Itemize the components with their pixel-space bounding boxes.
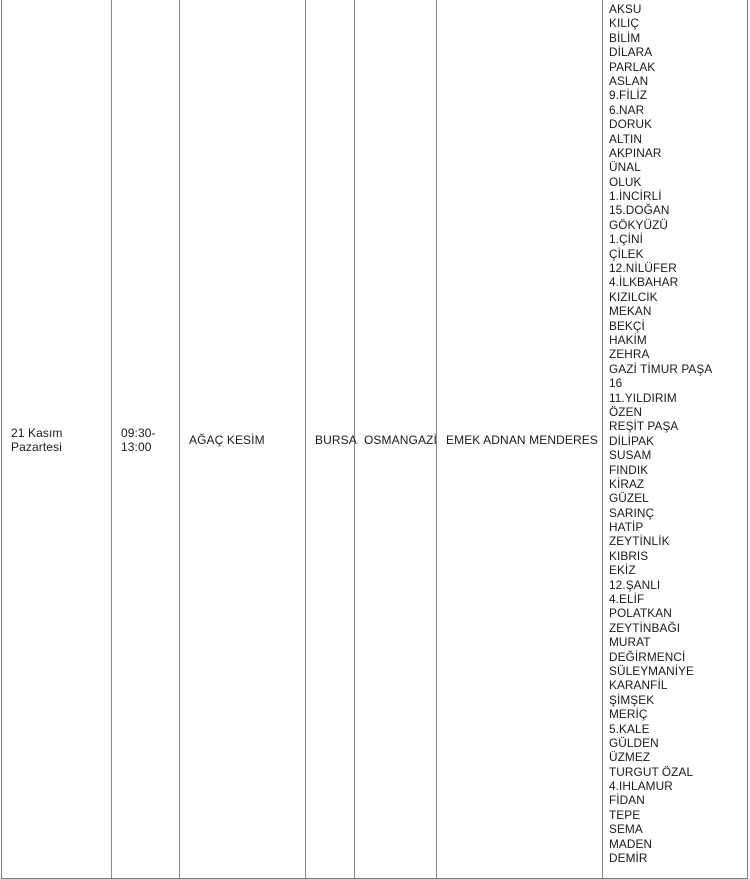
street-item: PARLAK xyxy=(609,59,656,74)
street-item: 16 xyxy=(609,376,623,391)
street-item: ZEYTİNBAĞI xyxy=(609,620,681,635)
street-item: KIZILCIK xyxy=(609,289,658,304)
street-item: SARINÇ xyxy=(609,505,655,520)
street-item: 11.YILDIRIM xyxy=(609,390,677,405)
street-item: FINDIK xyxy=(609,462,649,477)
date-cell xyxy=(11,426,63,455)
street-item: AKSU xyxy=(609,2,642,16)
street-item: MERİÇ xyxy=(609,707,648,722)
street-item: 4.IHLAMUR xyxy=(609,779,673,794)
street-item: TURGUT ÖZAL xyxy=(609,764,694,779)
street-item: DİLİPAK xyxy=(609,433,655,448)
city-cell: BURSA xyxy=(315,433,357,447)
time-start: 09:30- xyxy=(121,426,156,440)
street-item: DEĞİRMENCİ xyxy=(609,649,686,664)
reason-cell: AĞAÇ KESİM xyxy=(189,433,265,447)
street-item: EKİZ xyxy=(609,563,636,578)
street-item: BEKÇİ xyxy=(609,318,645,333)
street-item: ÇİLEK xyxy=(609,246,644,261)
street-item: 12.NİLÜFER xyxy=(609,261,677,276)
street-item: HATİP xyxy=(609,520,644,535)
neighborhood-cell: EMEK ADNAN MENDERES xyxy=(446,433,598,447)
street-item: ÜZMEZ xyxy=(609,750,651,765)
street-item: ZEHRA xyxy=(609,347,650,362)
street-item: ALTIN xyxy=(609,131,643,146)
street-item: GAZİ TİMUR PAŞA xyxy=(609,361,713,376)
street-item: 4.ELİF xyxy=(609,592,645,607)
street-item: DİLARA xyxy=(609,45,653,60)
date-day: 21 Kasım xyxy=(11,426,63,440)
street-item: 9.FİLİZ xyxy=(609,88,648,103)
street-item: KARANFİL xyxy=(609,678,668,693)
street-item: POLATKAN xyxy=(609,606,672,621)
street-item: MADEN xyxy=(609,836,653,851)
street-item: ASLAN xyxy=(609,73,649,88)
street-item: MURAT xyxy=(609,635,651,650)
street-item: 1.ÇİNİ xyxy=(609,232,644,247)
street-item: SUSAM xyxy=(609,448,652,463)
street-item: 12.ŞANLI xyxy=(609,577,661,592)
street-item: ÖZEN xyxy=(609,404,643,419)
street-item: GÜLDEN xyxy=(609,735,659,750)
street-item: MEKAN xyxy=(609,304,652,319)
street-item: ÜNAL xyxy=(609,160,641,175)
street-item: SEMA xyxy=(609,822,643,837)
street-item: KİRAZ xyxy=(609,476,645,491)
street-item: HAKİM xyxy=(609,332,647,347)
street-item: DORUK xyxy=(609,117,653,132)
street-item: 15.DOĞAN xyxy=(609,203,670,218)
street-item: 6.NAR xyxy=(609,102,645,117)
street-item: DEMİR xyxy=(609,851,648,866)
time-end: 13:00 xyxy=(121,440,152,455)
street-item: 4.İLKBAHAR xyxy=(609,275,679,290)
outage-schedule-table xyxy=(1,0,748,879)
street-item: OLUK xyxy=(609,174,642,189)
street-item: TEPE xyxy=(609,807,641,822)
street-item: FİDAN xyxy=(609,793,645,808)
date-weekday: Pazartesi xyxy=(11,440,62,455)
street-list xyxy=(609,2,712,865)
street-item: SÜLEYMANİYE xyxy=(609,663,695,678)
street-item: 1.İNCİRLİ xyxy=(609,189,662,204)
street-item: ŞİMŞEK xyxy=(609,692,655,707)
street-item: GÖKYÜZÜ xyxy=(609,217,669,232)
district-cell: OSMANGAZİ xyxy=(364,433,437,447)
street-item: 5.KALE xyxy=(609,721,650,736)
street-item: BİLİM xyxy=(609,30,641,45)
time-cell xyxy=(121,426,156,455)
street-item: KILIÇ xyxy=(609,16,640,31)
street-item: REŞİT PAŞA xyxy=(609,419,679,434)
street-item: ZEYTİNLİK xyxy=(609,534,670,549)
street-item: KIBRIS xyxy=(609,548,649,563)
street-item: GÜZEL xyxy=(609,491,649,506)
street-item: AKPINAR xyxy=(609,145,662,160)
